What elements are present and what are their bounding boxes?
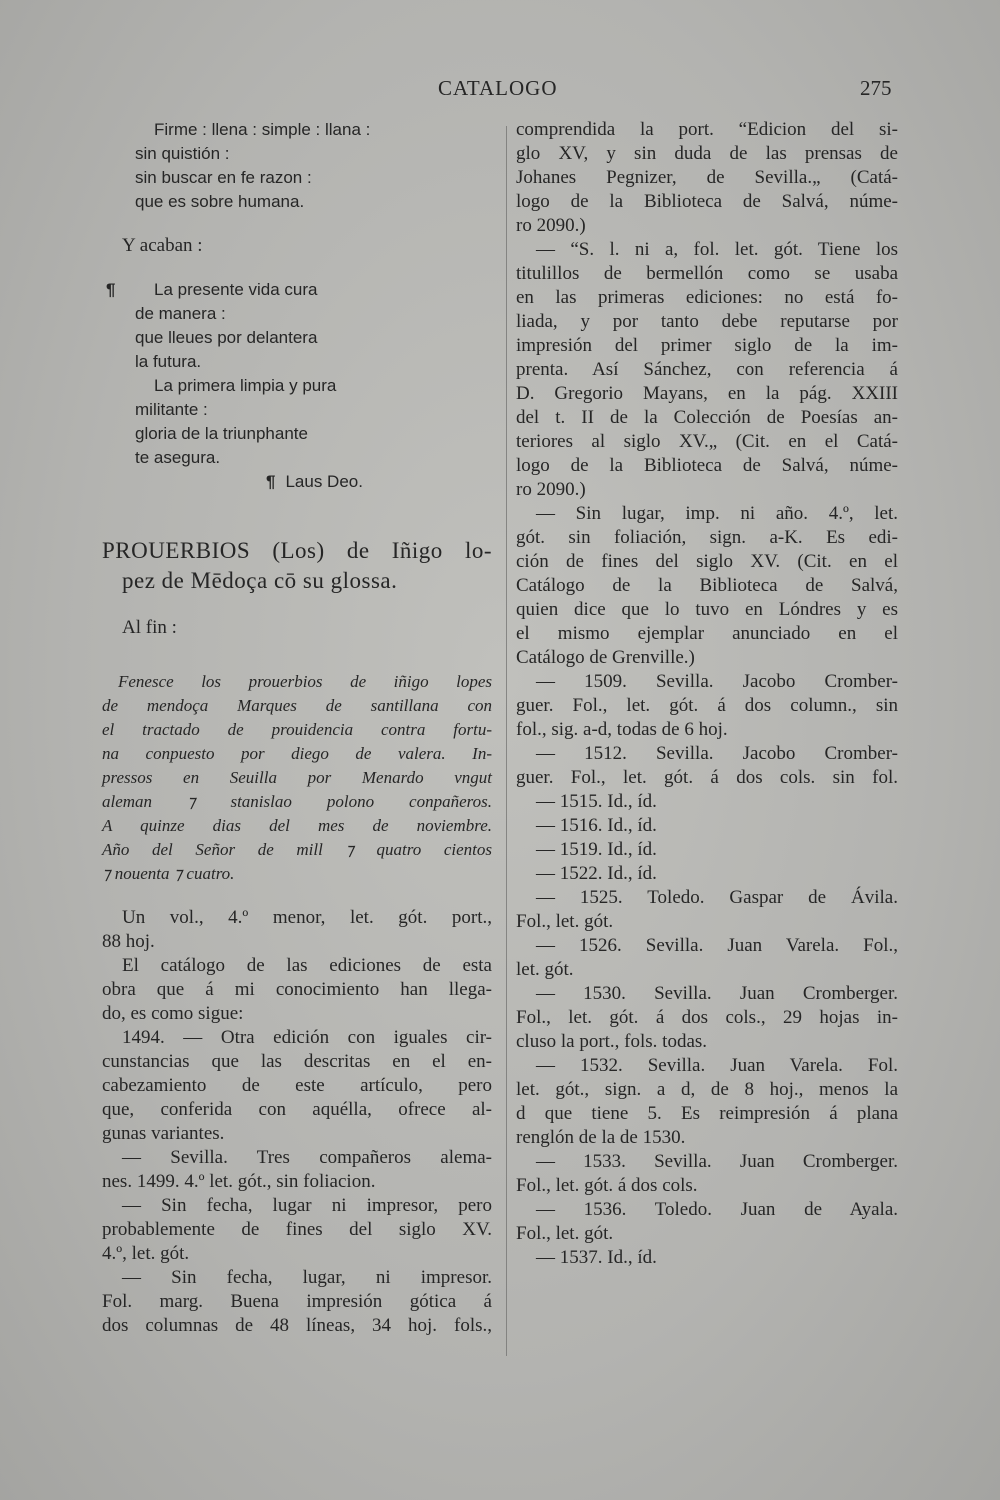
text-line: guer. Fol., let. gót. á dos cols. sin fol. — [516, 767, 898, 788]
poem-line: sin buscar en fe razon : — [135, 168, 312, 187]
text-line: — Sin lugar, imp. ni año. 4.º, let. — [536, 503, 898, 524]
text-line: — Sin fecha, lugar ni impresor, pero — [122, 1195, 492, 1216]
text-line: — “S. l. ni a, fol. let. gót. Tiene los — [536, 239, 898, 260]
entry-heading — [102, 536, 492, 596]
poem-line: que es sobre humana. — [135, 192, 305, 211]
poem-line: te asegura. — [135, 448, 221, 467]
right-column — [516, 118, 898, 1270]
pilcrow-icon: ¶ — [266, 472, 276, 491]
text-line: D. Gregorio Mayans, en la pág. XXIII — [516, 383, 898, 404]
poem-line: de manera : — [135, 304, 226, 323]
text-line: — 1522. Id., íd. — [536, 863, 657, 884]
text-line: cunstancias que las descritas en el en- — [102, 1051, 492, 1072]
text-line: 88 hoj. — [102, 931, 155, 952]
text-line: gunas variantes. — [102, 1123, 225, 1144]
text-line: fol., sig. a-d, todas de 6 hoj. — [516, 719, 728, 740]
text-line: Fol., let. gót. á dos cols. — [516, 1175, 698, 1196]
text-line: titulillos de bermellón como se usaba — [516, 263, 898, 284]
text-line: obra que á mi conocimiento han llega- — [102, 979, 492, 1000]
text-line: 1494. — Otra edición con iguales cir- — [122, 1027, 492, 1048]
column-divider — [506, 126, 507, 1356]
page-number: 275 — [860, 76, 892, 100]
text-line: — 1536. Toledo. Juan de Ayala. — [536, 1199, 898, 1220]
text-line: Fol., let. gót. á dos cols., 29 hojas in- — [516, 1007, 898, 1028]
y-acaban-label: Y acaban : — [122, 235, 203, 256]
description — [102, 906, 492, 1338]
text-line: — 1533. Sevilla. Juan Cromberger. — [536, 1151, 898, 1172]
running-head — [0, 76, 1000, 106]
text-line: ro 2090.) — [516, 215, 586, 236]
text-line: teriores al siglo XV.„ (Cit. en el Catá- — [516, 431, 898, 452]
text-line: — Sevilla. Tres compañeros alema- — [122, 1147, 492, 1168]
colophon-line: na conpuesto por diego de valera. In- — [102, 744, 492, 763]
running-title: CATALOGO — [438, 76, 558, 100]
text-line: d que tiene 5. Es reimpresión á plana — [516, 1103, 898, 1124]
poem-line: gloria de la triunphante — [135, 424, 308, 443]
text-line: — Sin fecha, lugar, ni impresor. — [122, 1267, 492, 1288]
text-line: en las primeras ediciones: no está fo- — [516, 287, 898, 308]
al-fin-label: Al fin : — [122, 617, 177, 638]
poem-line: la futura. — [135, 352, 202, 371]
poem-line: que lleues por delantera — [135, 328, 318, 347]
colophon-line: aleman ⁊ stanislao polono conpañeros. — [102, 792, 492, 811]
laus-deo — [102, 470, 492, 494]
text-line: 4.º, let. gót. — [102, 1243, 190, 1264]
text-line: Catálogo de la Biblioteca de Salvá, — [516, 575, 898, 596]
text-line: — 1537. Id., íd. — [536, 1247, 657, 1268]
colophon-line: pressos en Seuilla por Menardo vngut — [102, 768, 492, 787]
text-line: do, es como sigue: — [102, 1003, 244, 1024]
left-column — [102, 118, 492, 1338]
text-line: glo XV, y sin duda de las prensas de — [516, 143, 898, 164]
poem-line-text: La presente vida cura — [154, 280, 318, 299]
text-line: cabezamiento de este artículo, pero — [102, 1075, 492, 1096]
text-line: Fol., let. gót. — [516, 911, 614, 932]
text-line: logo de la Biblioteca de Salvá, núme- — [516, 191, 898, 212]
poem-line: ¶ La presente vida cura — [106, 280, 318, 299]
laus-deo-text: Laus Deo. — [285, 472, 363, 491]
text-line: ción de fines del siglo XV. (Cit. en el — [516, 551, 898, 572]
text-line: Johanes Pegnizer, de Sevilla.„ (Catá- — [516, 167, 898, 188]
text-line: — 1519. Id., íd. — [536, 839, 657, 860]
text-line: quien dice que lo tuvo en Lóndres y es — [516, 599, 898, 620]
poem-line: Firme : llena : simple : llana : — [154, 120, 371, 139]
text-line: comprendida la port. “Edicion del si- — [516, 119, 898, 140]
text-line: let. gót., sign. a d, de 8 hoj., menos la — [516, 1079, 898, 1100]
text-line: Un vol., 4.º menor, let. gót. port., — [122, 907, 492, 928]
text-line: nes. 1499. 4.º let. gót., sin foliacion. — [102, 1171, 376, 1192]
text-line: el mismo ejemplar anunciado en el — [516, 623, 898, 644]
text-line: del t. II de la Colección de Poesías an- — [516, 407, 898, 428]
text-line: Fol., let. gót. — [516, 1223, 614, 1244]
text-line: — 1526. Sevilla. Juan Varela. Fol., — [536, 935, 898, 956]
text-line: ro 2090.) — [516, 479, 586, 500]
colophon — [102, 670, 492, 886]
colophon-line: Año del Señor de mill ⁊ quatro cientos — [102, 840, 492, 859]
poem-line: La primera limpia y pura — [154, 376, 337, 395]
text-line: liada, y por tanto debe reputarse por — [516, 311, 898, 332]
text-line: — 1512. Sevilla. Jacobo Cromber- — [536, 743, 898, 764]
text-line: — 1530. Sevilla. Juan Cromberger. — [536, 983, 898, 1004]
text-line: — 1516. Id., íd. — [536, 815, 657, 836]
colophon-line: Fenesce los prouerbios de iñigo lopes — [118, 672, 492, 691]
poem-line: militante : — [135, 400, 208, 419]
text-line: impresión del primer siglo de la im- — [516, 335, 898, 356]
text-line: Fol. marg. Buena impresión gótica á — [102, 1291, 492, 1312]
text-line: prenta. Así Sánchez, con referencia á — [516, 359, 898, 380]
colophon-line: ⁊ nouenta ⁊ cuatro. — [102, 864, 235, 883]
colophon-line: de mendoça Marques de santillana con — [102, 696, 492, 715]
text-line: — 1515. Id., íd. — [536, 791, 657, 812]
colophon-line: A quinze dias del mes de noviembre. — [102, 816, 492, 835]
poem-line: sin quistión : — [135, 144, 230, 163]
text-line: — 1525. Toledo. Gaspar de Ávila. — [536, 887, 898, 908]
text-line: dos columnas de 48 líneas, 34 hoj. fols., — [102, 1315, 492, 1336]
entry-heading-line: PROUERBIOS (Los) de Iñigo lo- — [102, 538, 492, 563]
text-line: probablemente de fines del siglo XV. — [102, 1219, 492, 1240]
text-line: let. gót. — [516, 959, 574, 980]
text-line: guer. Fol., let. gót. á dos column., sin — [516, 695, 898, 716]
text-line: que, conferida con aquélla, ofrece al- — [102, 1099, 492, 1120]
entry-heading-line: pez de Mēdoça cō su glossa. — [122, 568, 398, 593]
text-line: logo de la Biblioteca de Salvá, núme- — [516, 455, 898, 476]
text-line: El catálogo de las ediciones de esta — [122, 955, 492, 976]
text-line: renglón de la de 1530. — [516, 1127, 686, 1148]
text-line: — 1509. Sevilla. Jacobo Cromber- — [536, 671, 898, 692]
text-line: — 1532. Sevilla. Juan Varela. Fol. — [536, 1055, 898, 1076]
text-line: cluso la port., fols. todas. — [516, 1031, 708, 1052]
text-line: gót. sin foliación, sign. a-K. Es edi- — [516, 527, 898, 548]
colophon-line: el tractado de prouidencia contra fortu- — [102, 720, 492, 739]
text-line: Catálogo de Grenville.) — [516, 647, 695, 668]
